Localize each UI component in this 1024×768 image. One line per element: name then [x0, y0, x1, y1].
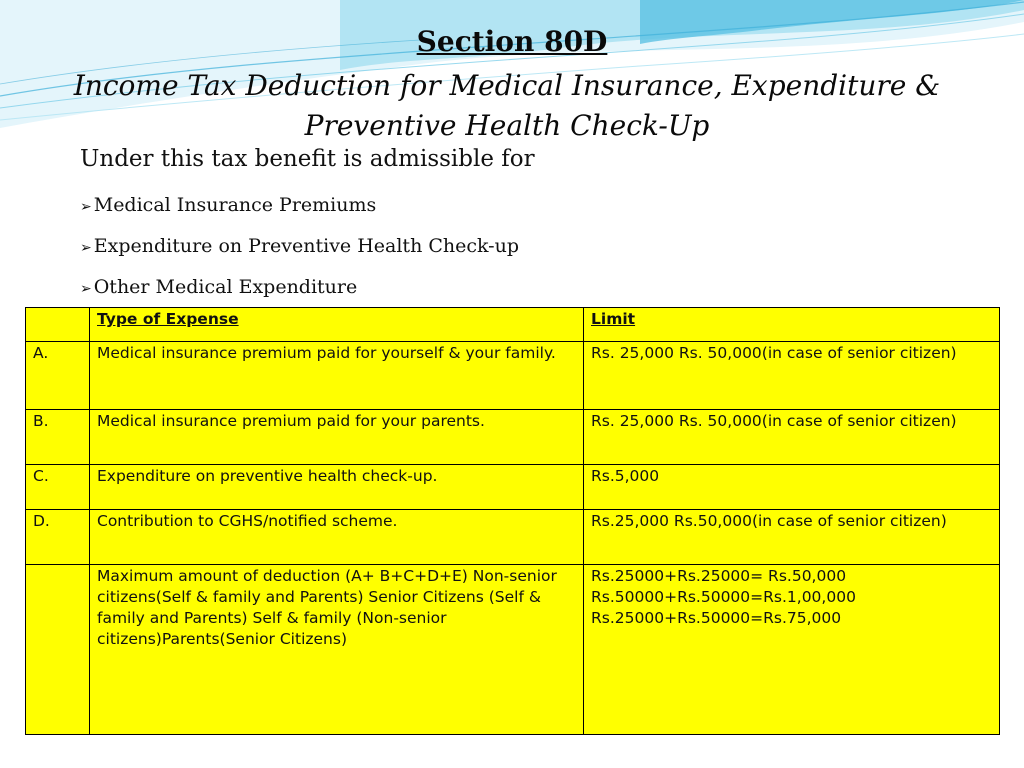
arrow-bullet-icon: ➢: [80, 240, 92, 256]
table-row: [26, 342, 1000, 410]
benefit-list: [80, 194, 519, 317]
row-limit: Rs. 25,000 Rs. 50,000(in case of senior citizen): [584, 342, 1000, 410]
total-index: [26, 565, 90, 735]
total-limit-line: Rs.25000+Rs.50000=Rs.75,000: [591, 609, 842, 627]
row-expense-type: Medical insurance premium paid for your parents.: [90, 410, 584, 465]
row-index: B.: [26, 410, 90, 465]
total-limit-line: Rs.25000+Rs.25000= Rs.50,000: [591, 567, 847, 585]
row-limit: Rs.25,000 Rs.50,000(in case of senior citizen): [584, 510, 1000, 565]
row-expense-type: Contribution to CGHS/notified scheme.: [90, 510, 584, 565]
row-index: C.: [26, 465, 90, 510]
row-expense-type: Medical insurance premium paid for yourself & your family.: [90, 342, 584, 410]
list-item-label: Expenditure on Preventive Health Check-up: [93, 235, 519, 257]
table-row: [26, 465, 1000, 510]
row-limit: Rs. 25,000 Rs. 50,000(in case of senior citizen): [584, 410, 1000, 465]
total-description: Maximum amount of deduction (A+ B+C+D+E) Non-senior citizens(Self & family and Parents) Senior Citizens (Self & family and Parents) Self & family (Non-senior citizens)Parents(Senior Citizens): [90, 565, 584, 735]
total-limits: [584, 565, 1000, 735]
row-index: D.: [26, 510, 90, 565]
arrow-bullet-icon: ➢: [80, 199, 92, 215]
intro-text: Under this tax benefit is admissible for: [80, 146, 535, 172]
table-row: [26, 510, 1000, 565]
list-item-label: Other Medical Expenditure: [93, 276, 358, 298]
table-header-row: [26, 308, 1000, 342]
header-index-cell: [26, 308, 90, 342]
slide-subtitle: Income Tax Deduction for Medical Insurance, Expenditure & Preventive Health Check-Up: [73, 69, 941, 142]
list-item: [80, 235, 519, 276]
header-type-of-expense: Type of Expense: [90, 308, 584, 342]
row-index: A.: [26, 342, 90, 410]
total-limit-line: Rs.50000+Rs.50000=Rs.1,00,000: [591, 588, 856, 606]
header-limit: Limit: [584, 308, 1000, 342]
row-expense-type: Expenditure on preventive health check-up.: [90, 465, 584, 510]
row-limit: Rs.5,000: [584, 465, 1000, 510]
list-item: [80, 194, 519, 235]
slide-title: Section 80D: [416, 25, 608, 58]
list-item-label: Medical Insurance Premiums: [93, 194, 377, 216]
arrow-bullet-icon: ➢: [80, 281, 92, 297]
deduction-table: [25, 307, 1000, 735]
table-total-row: [26, 565, 1000, 735]
table-row: [26, 410, 1000, 465]
